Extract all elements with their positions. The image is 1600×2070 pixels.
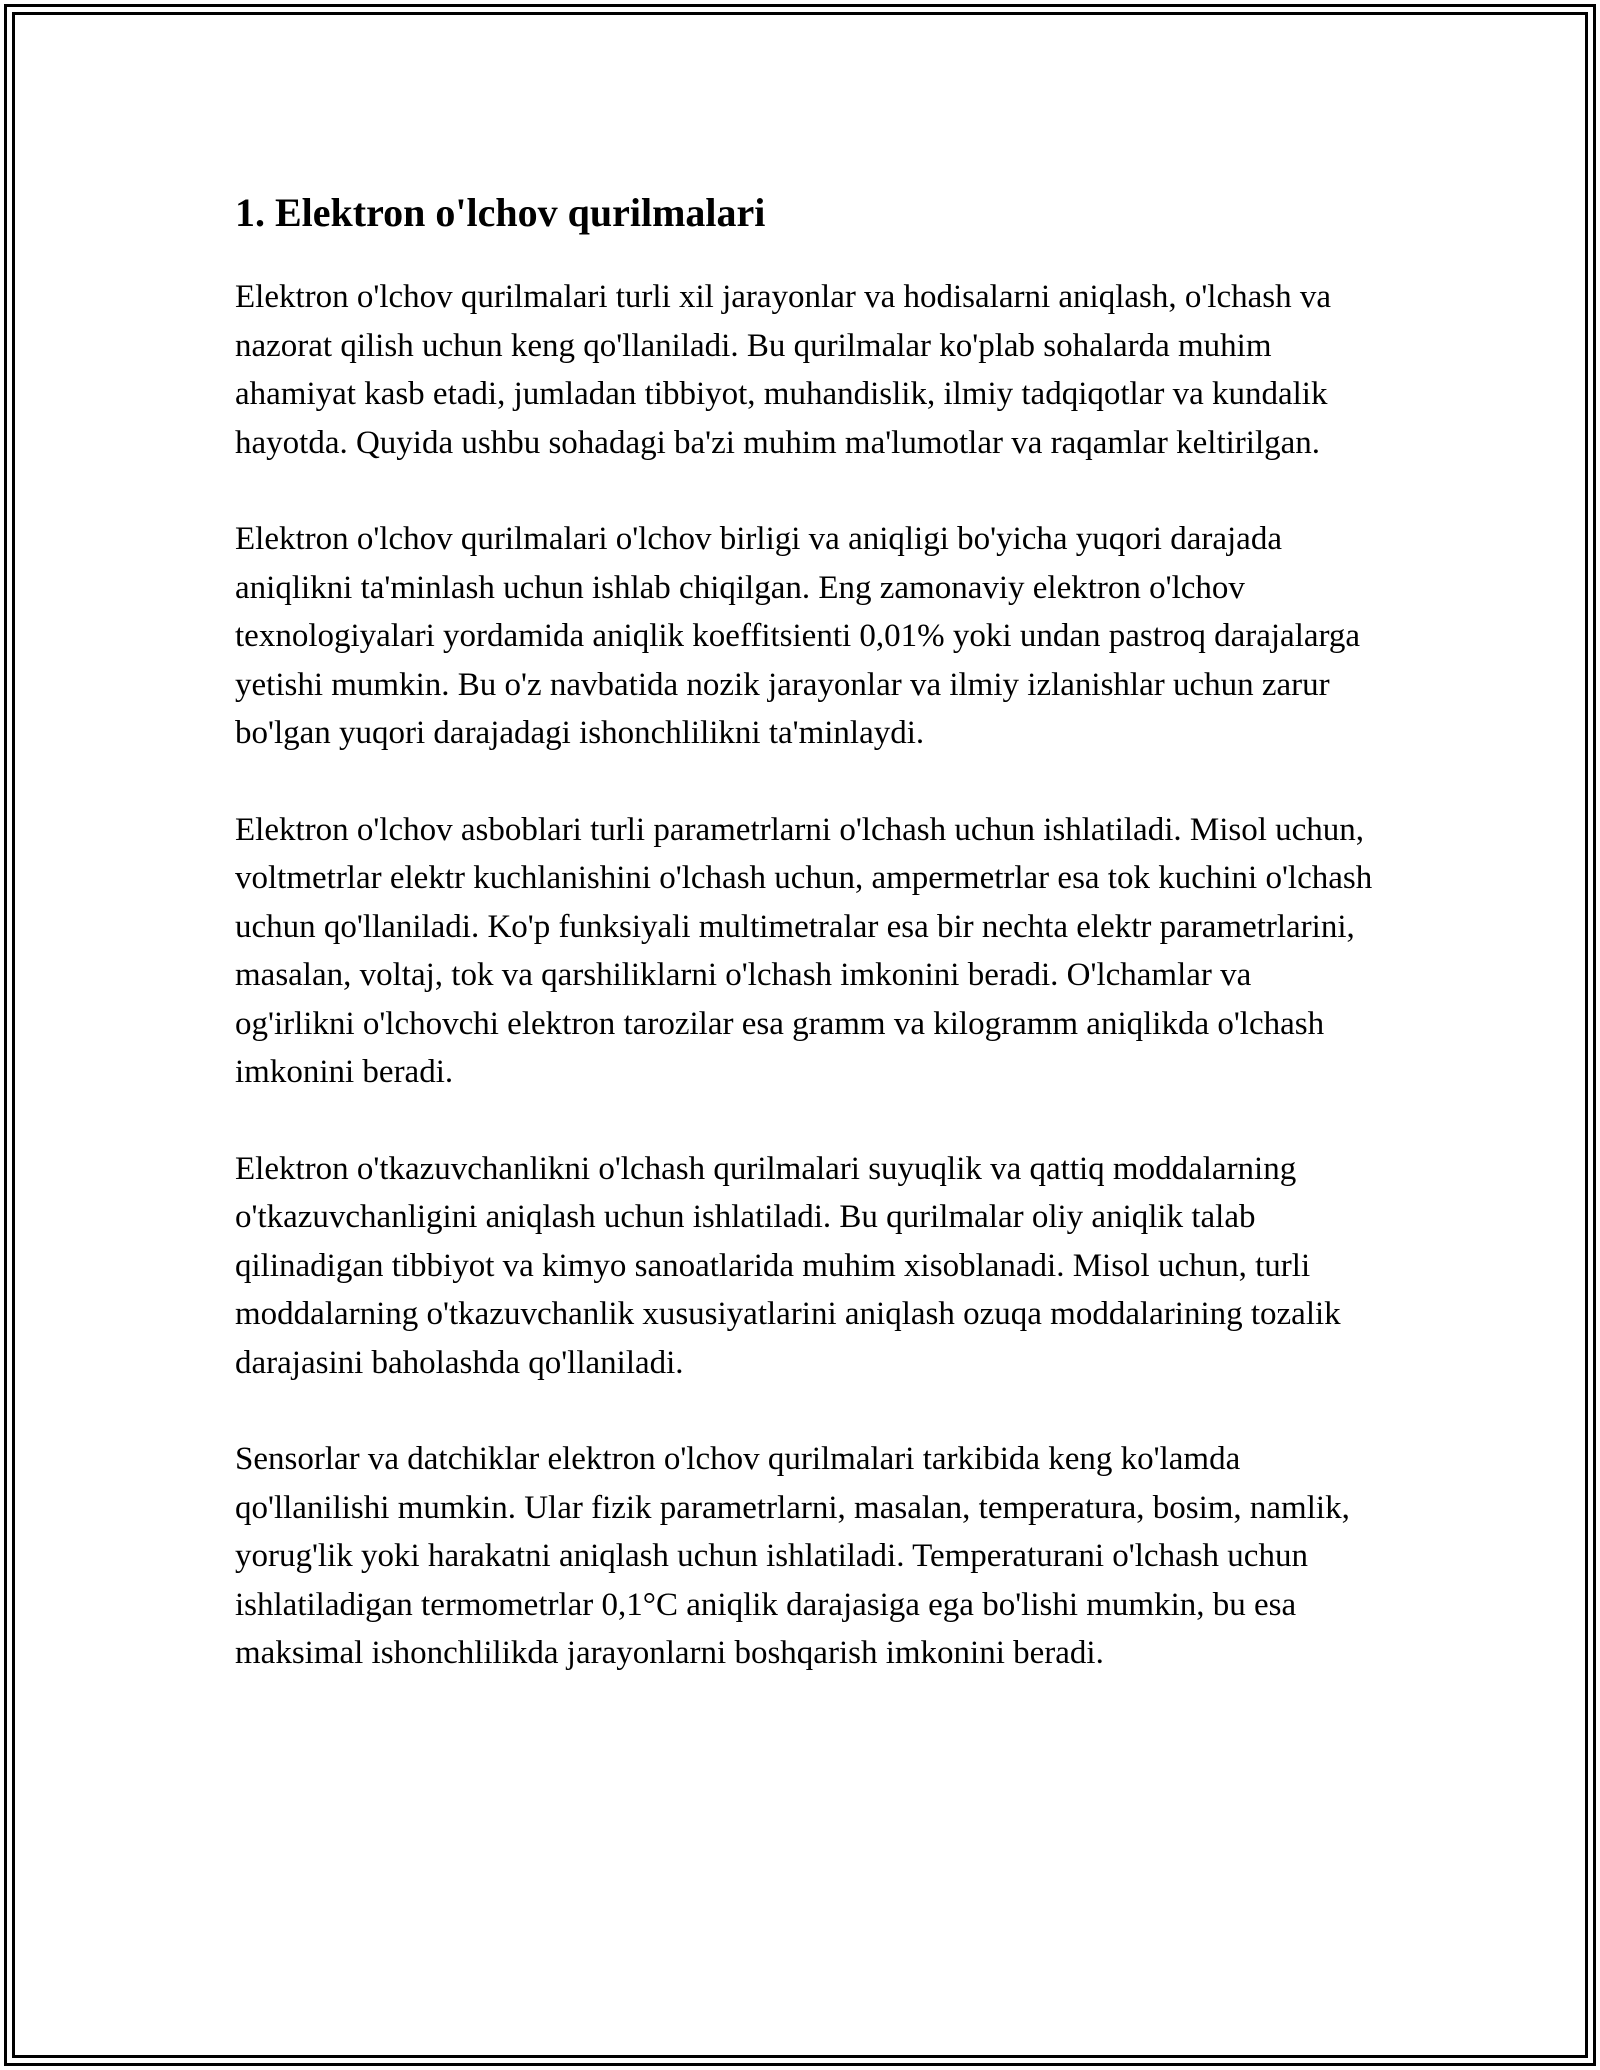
paragraph-intro: Elektron o'lchov qurilmalari turli xil jarayonlar va hodisalarni aniqlash, o'lchash va nazorat qilish uchun keng qo'llaniladi. Bu qurilmalar ko'plab sohalarda muhim ahamiyat kasb etadi, jumladan tibbiyot, muhandislik, ilmiy tadqiqotlar va kundalik hayotda. Quyida ushbu sohadagi ba'zi muhim ma'lumotlar va raqamlar keltirilgan. [235, 279, 1331, 461]
paragraph-instruments: Elektron o'lchov asboblari turli parametrlarni o'lchash uchun ishlatiladi. Misol uchun, voltmetrlar elektr kuchlanishini o'lchash uchun, ampermetrlar esa tok kuchini o'lchash uchun qo'llaniladi. Ko'p funksiyali multimetralar esa bir nechta elektr parametrlarini, masalan, voltaj, tok va qarshiliklarni o'lchash imkonini beradi. O'lchamlar va og'irlikni o'lchovchi elektron tarozilar esa gramm va kilogramm aniqlikda o'lchash imkonini beradi. [235, 811, 1373, 1090]
document-body [235, 185, 1375, 1726]
paragraph-conductivity: Elektron o'tkazuvchanlikni o'lchash qurilmalari suyuqlik va qattiq moddalarning o'tkazuvchanligini aniqlash uchun ishlatiladi. Bu qurilmalar oliy aniqlik talab qilinadigan tibbiyot va kimyo sanoatlarida muhim xisoblanadi. Misol uchun, turli moddalarning o'tkazuvchanlik xususiyatlarini aniqlash ozuqa moddalarining tozalik darajasini baholashda qo'llaniladi. [235, 1150, 1341, 1381]
paragraph-sensors: Sensorlar va datchiklar elektron o'lchov qurilmalari tarkibida keng ko'lamda qo'llanilishi mumkin. Ular fizik parametrlarni, masalan, temperatura, bosim, namlik, yorug'lik yoki harakatni aniqlash uchun ishlatiladi. Temperaturani o'lchash uchun ishlatiladigan termometrlar 0,1°C aniqlik darajasiga ega bo'lishi mumkin, bu esa maksimal ishonchlilikda jarayonlarni boshqarish imkonini beradi. [235, 1441, 1350, 1671]
paragraph-accuracy: Elektron o'lchov qurilmalari o'lchov birligi va aniqligi bo'yicha yuqori darajada aniqlikni ta'minlash uchun ishlab chiqilgan. Eng zamonaviy elektron o'lchov texnologiyalari yordamida aniqlik koeffitsienti 0,01% yoki undan pastroq darajalarga yetishi mumkin. Bu o'z navbatida nozik jarayonlar va ilmiy izlanishlar uchun zarur bo'lgan yuqori darajadagi ishonchlilikni ta'minlaydi. [235, 521, 1361, 751]
section-heading: 1. Elektron o'lchov qurilmalari [235, 190, 766, 235]
